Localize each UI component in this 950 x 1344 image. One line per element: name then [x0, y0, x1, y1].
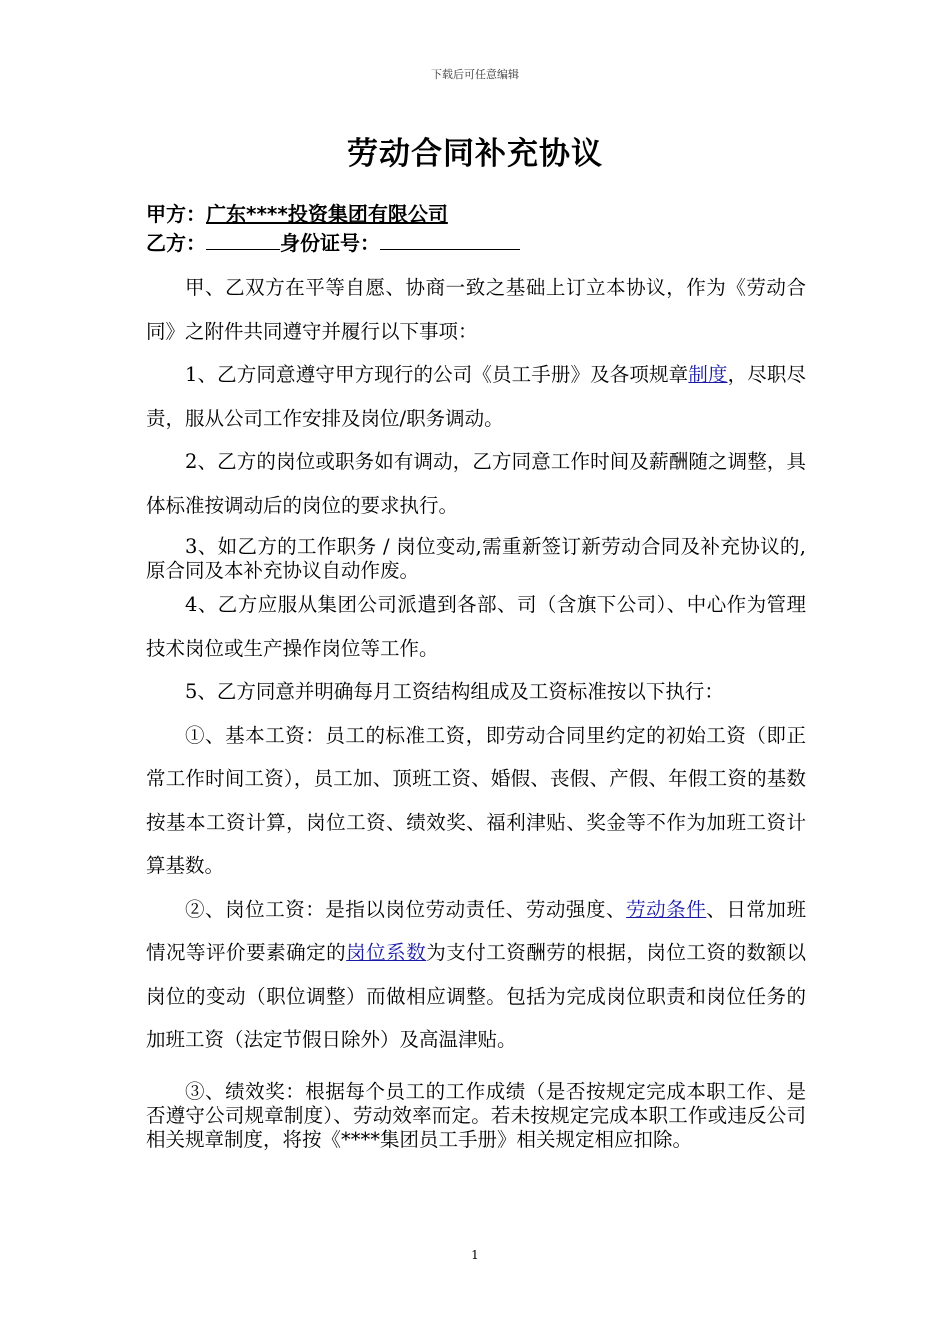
- party-b-label: 乙方：: [146, 231, 206, 255]
- party-b-name-blank: [206, 231, 280, 250]
- clause-2: 2、乙方的岗位或职务如有调动，乙方同意工作时间及薪酬随之调整，具体标准按调动后的岗位的要求执行。: [146, 450, 806, 517]
- position-wage-text-a: ②、岗位工资：是指以岗位劳动责任、劳动强度、: [185, 897, 627, 921]
- intro-paragraph: 甲、乙双方在平等自愿、协商一致之基础上订立本协议，作为《劳动合同》之附件共同遵守并履行以下事项：: [146, 276, 806, 343]
- party-a-label: 甲方：: [146, 202, 206, 226]
- position-wage-text-b: 、日常加班情况等评价要素确定的: [146, 897, 806, 964]
- clause-4: 4、乙方应服从集团公司派遣到各部、司（含旗下公司）、中心作为管理技术岗位或生产操作岗位等工作。: [146, 593, 806, 660]
- party-a-name: 广东****投资集团有限公司: [206, 202, 448, 226]
- clause-1-text-a: 1、乙方同意遵守甲方现行的公司《员工手册》及各项规章: [185, 363, 689, 386]
- sub-clause-performance-bonus: ③、绩效奖：根据每个员工的工作成绩（是否按规定完成本职工作、是否遵守公司规章制度）、劳动效率而定。若未按规定完成本职工作或违反公司相关规章制度，将按《****集团员工手册》相关规定相应扣除。: [146, 1079, 806, 1151]
- party-b-id-blank: [380, 231, 520, 250]
- agreement-body: [146, 266, 806, 1152]
- clause-1-link-zhidu[interactable]: 制度: [688, 363, 728, 386]
- party-b-id-label: 身份证号：: [280, 231, 380, 255]
- party-b-line: [146, 227, 520, 256]
- page-header: 下载后可任意编辑: [431, 68, 519, 81]
- link-labor-conditions[interactable]: 劳动条件: [626, 897, 707, 921]
- party-a-line: [146, 198, 448, 227]
- clause-1-text-b: ，尽职尽责，服从公司工作安排及岗位/职务调动。: [146, 363, 806, 430]
- sub-clause-position-wage: [146, 888, 806, 1062]
- clause-1: [146, 353, 806, 440]
- page-number: 1: [471, 1248, 479, 1262]
- clause-3: 3、如乙方的工作职务 / 岗位变动,需重新签订新劳动合同及补充协议的,原合同及本补充协议自动作废。: [146, 535, 806, 582]
- clause-5: 5、乙方同意并明确每月工资结构组成及工资标准按以下执行：: [185, 680, 724, 703]
- document-title: 劳动合同补充协议: [347, 136, 603, 172]
- position-wage-text-c: 为支付工资酬劳的根据，岗位工资的数额以岗位的变动（职位调整）而做相应调整。包括为完成岗位职责和岗位任务的加班工资（法定节假日除外）及高温津贴。: [146, 941, 806, 1051]
- sub-clause-basic-wage: ①、基本工资：员工的标准工资，即劳动合同里约定的初始工资（即正常工作时间工资），员工加、顶班工资、婚假、丧假、产假、年假工资的基数按基本工资计算，岗位工资、绩效奖、福利津贴、奖金等不作为加班工资计算基数。: [146, 723, 806, 877]
- link-position-coefficient[interactable]: 岗位系数: [346, 941, 427, 964]
